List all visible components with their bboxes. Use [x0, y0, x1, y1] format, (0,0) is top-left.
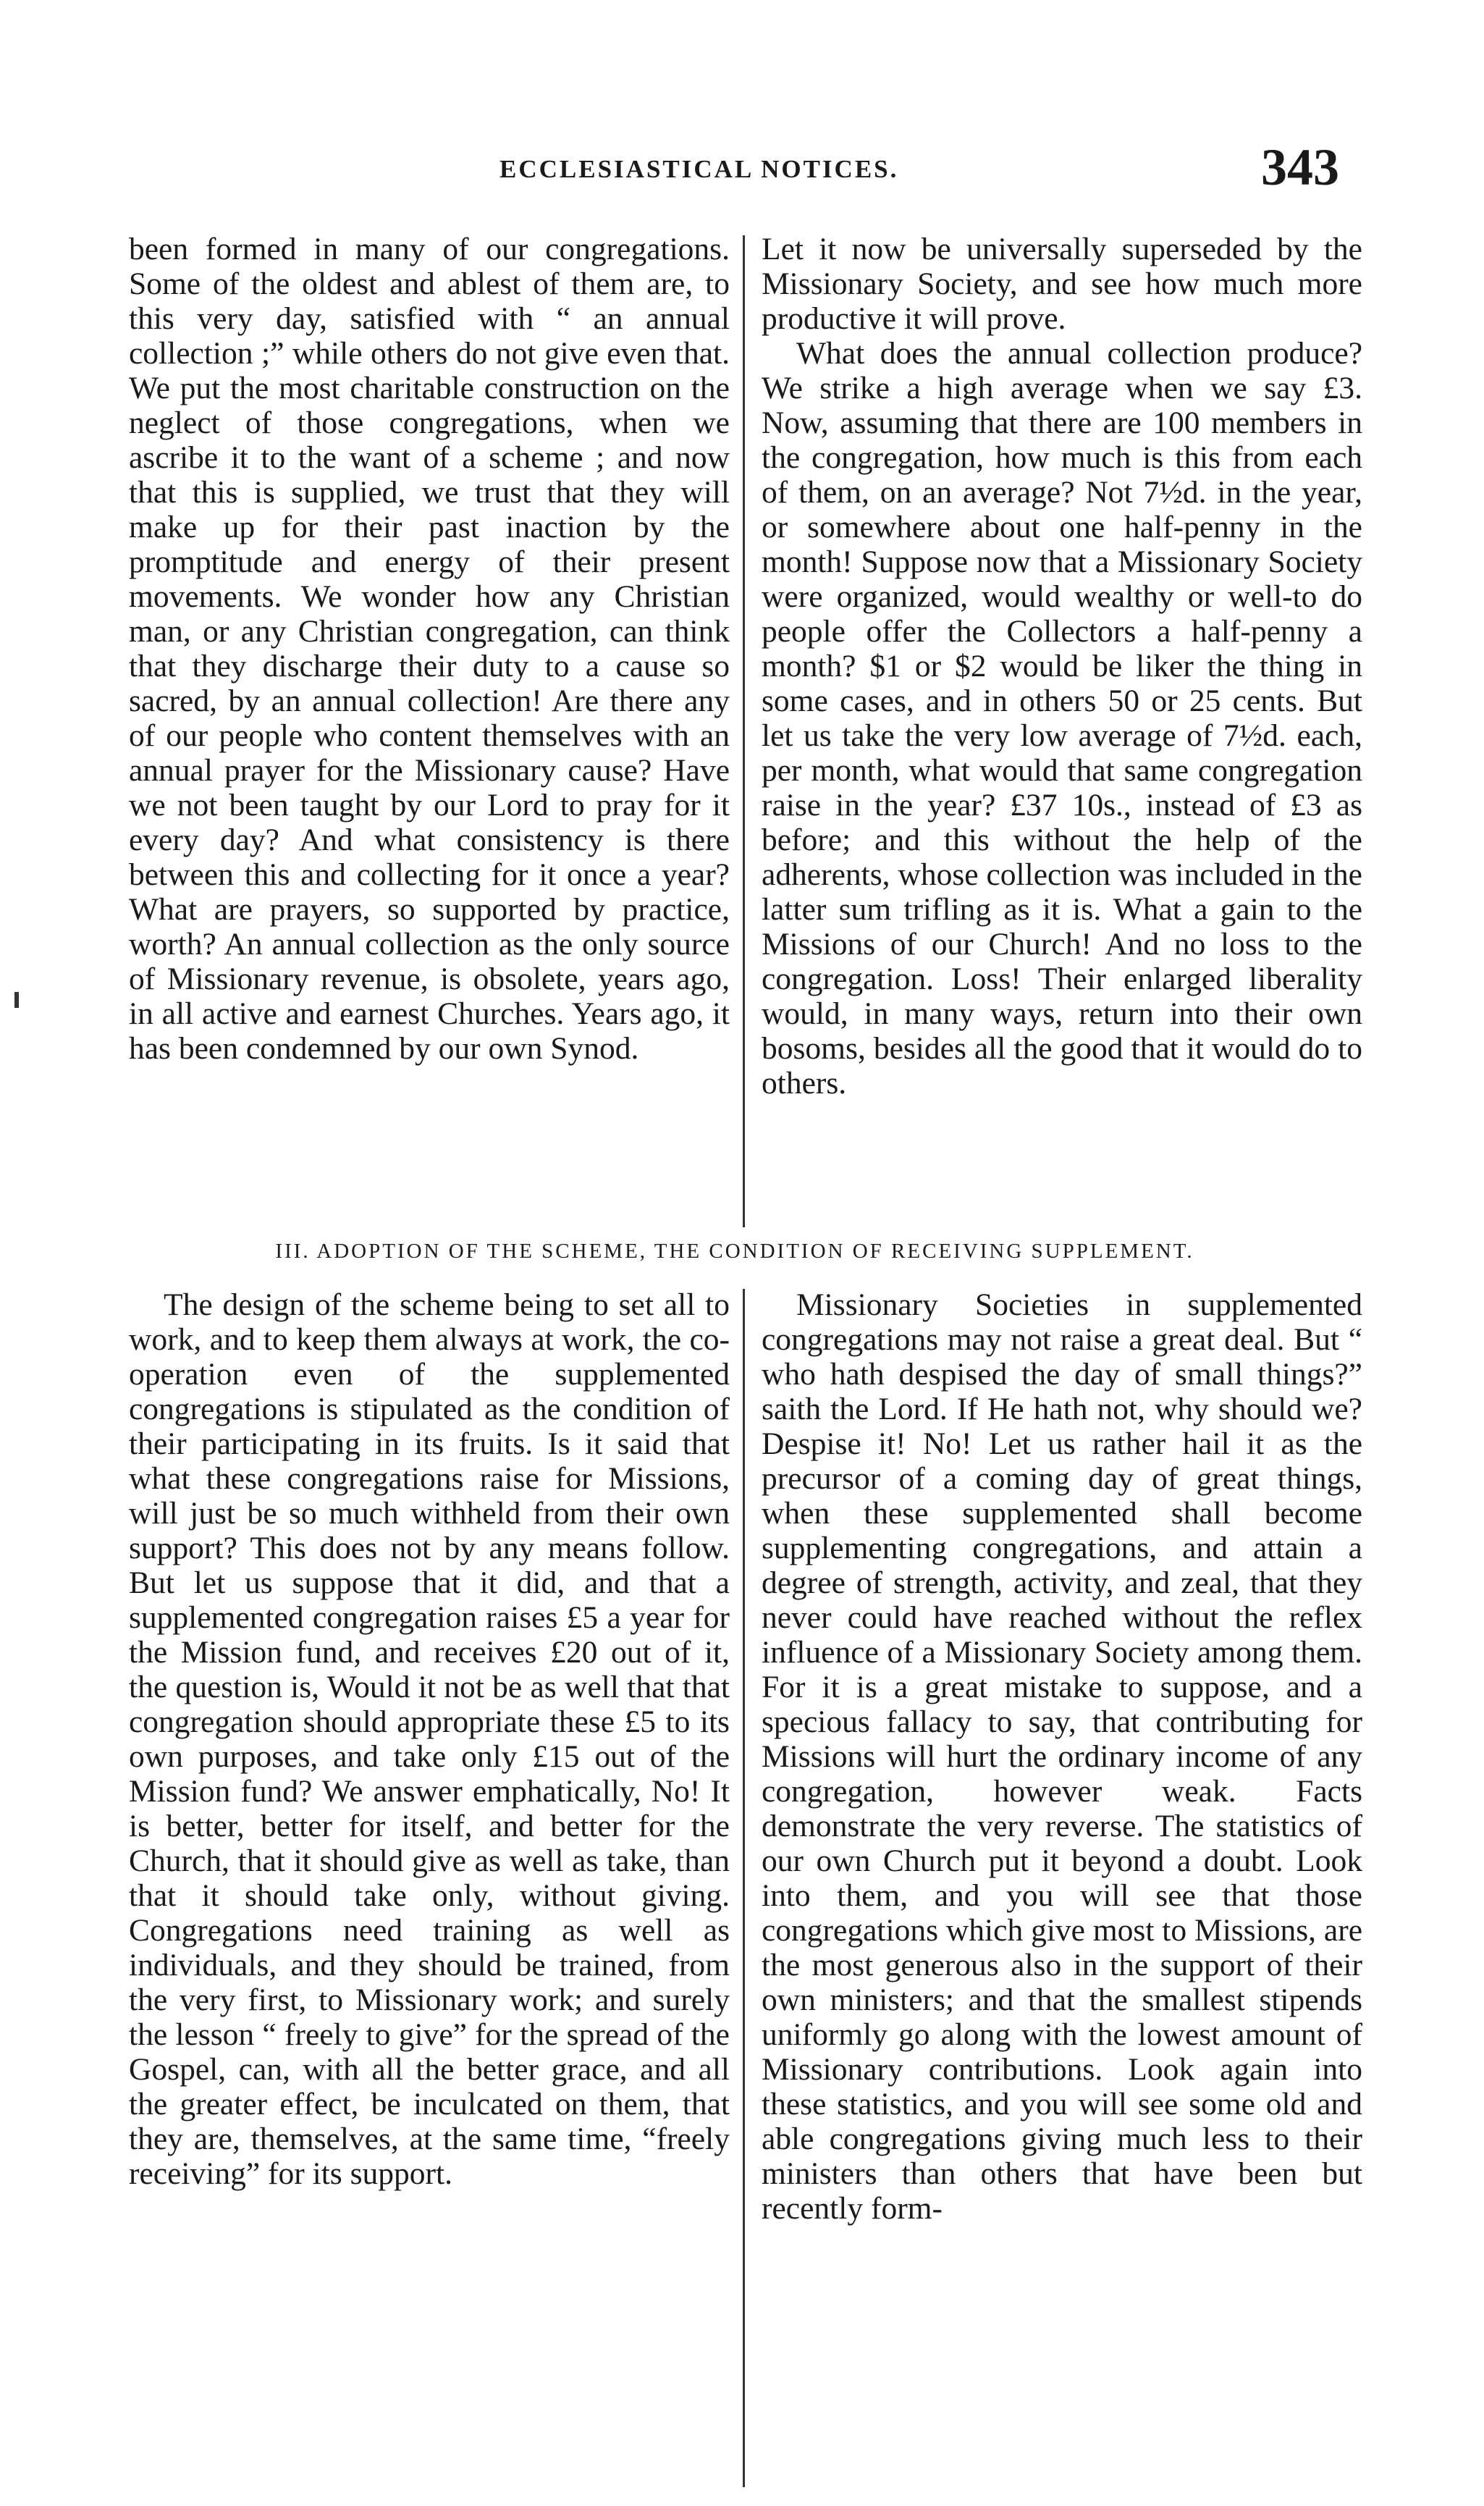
paragraph: What does the annual collection produce? We strike a high average when we say £3. Now, assuming that there are 100 members in the congregation, how much is this from each of them, on an average? Not 7½d. in the year, or somewhere about one half-penny in the month! Suppose now that a Missionary Society were organized, would wealthy or well-to do people offer the Collectors a half-penny a month? $1 or $2 would be liker the thing in some cases, and in others 50 or 25 cents. But let us take the very low average of 7½d. each, per month, what would that same congregation raise in the year? £37 10s., instead of £3 as before; and this without the help of the adherents, whose collection was included in the latter sum trifling as it is. What a gain to the Missions of our Church! And no loss to the congregation. Loss! Their enlarged liberality would, in many ways, return into their own bosoms, besides all the good that it would do to others. [762, 336, 1362, 1101]
running-title: ECCLESIASTICAL NOTICES. [499, 155, 899, 183]
margin-mark [14, 992, 19, 1008]
section-one-right-column [762, 232, 1362, 1101]
section-one-left-column [129, 232, 730, 1066]
column-divider [743, 1289, 745, 2487]
section-two-right-column [762, 1287, 1362, 2226]
paragraph: Let it now be universally superseded by the Missionary Society, and see how much more productive it will prove. [762, 232, 1362, 336]
paragraph: The design of the scheme being to set all to work, and to keep them always at work, the co-operation even of the supplemented congregations is stipulated as the condition of their participating in its fruits. Is it said that what these congregations raise for Missions, will just be so much withheld from their own support? This does not by any means follow. But let us suppose that it did, and that a supplemented congregation raises £5 a year for the Mission fund, and receives £20 out of it, the question is, Would it not be as well that that congregation should appropriate these £5 to its own purposes, and take only £15 out of the Mission fund? We answer emphatically, No! It is better, better for itself, and better for the Church, that it should give as well as take, than that it should take only, without giving. Congregations need training as well as individuals, and they should be trained, from the very first, to Missionary work; and surely the lesson “ freely to give” for the spread of the Gospel, can, with all the better grace, and all the greater effect, be inculcated on them, that they are, themselves, at the same time, “freely receiving” for its support. [129, 1287, 730, 2191]
section-two-left-column [129, 1287, 730, 2191]
paragraph: been formed in many of our congregations. Some of the oldest and ablest of them are, to this very day, satisfied with “ an annual collection ;” while others do not give even that. We put the most charitable construction on the neglect of those congregations, when we ascribe it to the want of a scheme ; and now that this is supplied, we trust that they will make up for their past inaction by the promptitude and energy of their present movements. We wonder how any Christian man, or any Christian congregation, can think that they discharge their duty to a cause so sacred, by an annual collection! Are there any of our people who content themselves with an annual prayer for the Missionary cause? Have we not been taught by our Lord to pray for it every day? And what consistency is there between this and collecting for it once a year? What are prayers, so supported by practice, worth? An annual collection as the only source of Missionary revenue, is obsolete, years ago, in all active and earnest Churches. Years ago, it has been condemned by our own Synod. [129, 232, 730, 1066]
paragraph: Missionary Societies in supplemented congregations may not raise a great deal. But “ who hath despised the day of small things?” saith the Lord. If He hath not, why should we? Despise it! No! Let us rather hail it as the precursor of a coming day of great things, when these supplemented shall become supplementing congregations, and attain a degree of strength, activity, and zeal, that they never could have reached without the reflex influence of a Missionary Society among them. For it is a great mistake to suppose, and a specious fallacy to say, that contributing for Missions will hurt the ordinary income of any congregation, however weak. Facts demonstrate the very reverse. The statistics of our own Church put it beyond a doubt. Look into them, and you will see that those congregations which give most to Missions, are the most generous also in the support of their own ministers; and that the smallest stipends uniformly go along with the lowest amount of Missionary contributions. Look again into these statistics, and you will see some old and able congregations giving much less to their ministers than others that have been but recently form- [762, 1287, 1363, 2226]
running-head [0, 138, 1484, 203]
page-number: 343 [1261, 138, 1339, 196]
column-divider [743, 235, 745, 1227]
section-heading [0, 1240, 1484, 1263]
section-heading-text: III. ADOPTION OF THE SCHEME, THE CONDITION OF RECEIVING SUPPLEMENT. [275, 1240, 1194, 1263]
